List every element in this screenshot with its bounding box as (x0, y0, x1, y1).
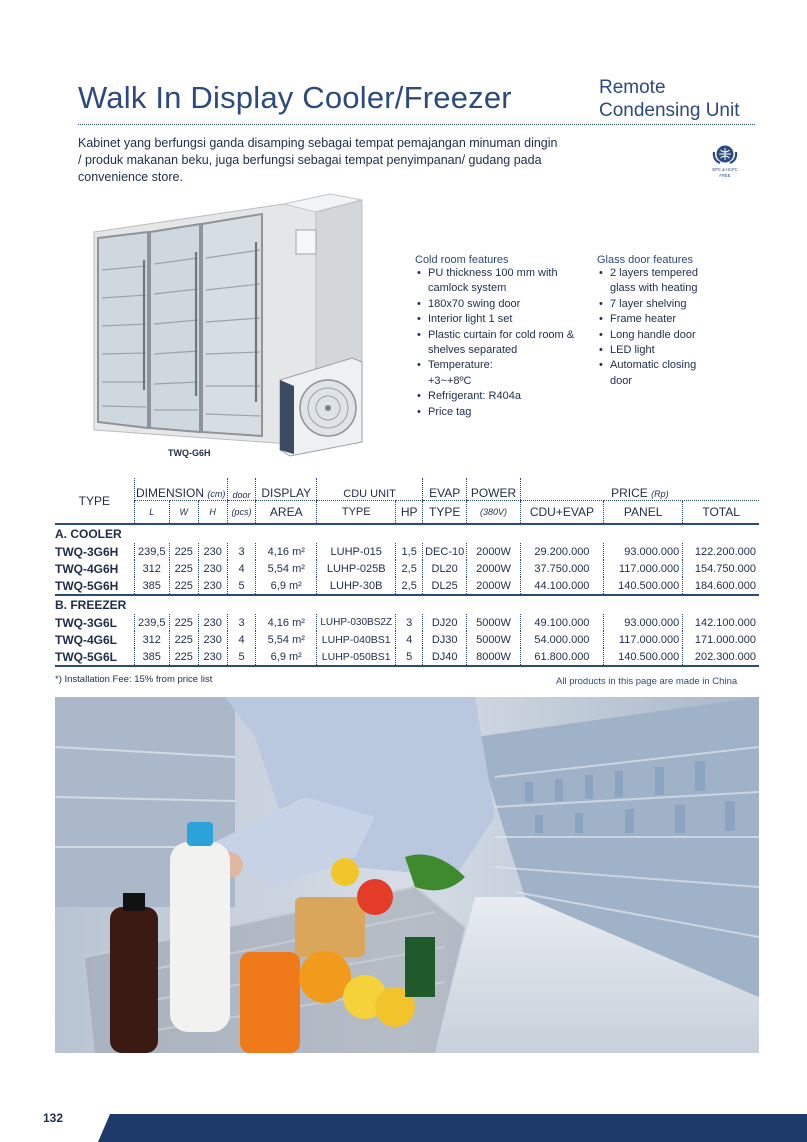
cell-hp: 2,5 (396, 577, 423, 595)
col-area: AREA (256, 501, 317, 525)
cell-h: 230 (198, 648, 227, 666)
cell-total: 142.100.000 (683, 614, 759, 631)
cell-hp: 5 (396, 648, 423, 666)
cell-evap: DJ30 (423, 631, 467, 648)
cold-room-feature-item: • 180x70 swing door (415, 297, 585, 312)
cell-doors: 3 (227, 543, 256, 560)
cell-cdu: LUHP-015 (317, 543, 396, 560)
cold-room-features (415, 254, 585, 420)
cell-model: TWQ-3G6L (55, 615, 117, 630)
col-total: TOTAL (683, 501, 759, 525)
col-dimension: DIMENSION (cm) (134, 478, 227, 501)
cell-l: 385 (134, 648, 169, 666)
cell-doors: 5 (227, 577, 256, 595)
col-hp: HP (396, 501, 423, 525)
subtitle-line-1: Remote (599, 77, 666, 98)
cell-power: 5000W (467, 614, 520, 631)
cold-room-feature-item: • Plastic curtain for cold room & shelves separated (415, 328, 585, 359)
cell-cdu: LUHP-30B (317, 577, 396, 595)
cell-h: 230 (198, 543, 227, 560)
cell-cdu-evap: 37.750.000 (520, 560, 603, 577)
cell-panel: 93.000.000 (604, 614, 683, 631)
cell-w: 225 (169, 560, 198, 577)
cold-room-features-title: Cold room features (415, 254, 509, 266)
table-row (55, 577, 759, 595)
cell-h: 230 (198, 614, 227, 631)
cell-l: 312 (134, 560, 169, 577)
cell-doors: 4 (227, 631, 256, 648)
epc-hcfc-free-logo-icon (711, 144, 739, 180)
cell-panel: 117.000.000 (604, 560, 683, 577)
cell-evap: DEC-10 (423, 543, 467, 560)
cell-model: TWQ-4G6L (55, 632, 117, 647)
cell-h: 230 (198, 631, 227, 648)
origin-note: All products in this page are made in China (556, 676, 738, 687)
walk-in-cooler-product-image (90, 190, 380, 460)
cell-h: 230 (198, 560, 227, 577)
cell-w: 225 (169, 577, 198, 595)
group-label-freezer: B. FREEZER (55, 598, 127, 612)
cell-w: 225 (169, 631, 198, 648)
cell-total: 122.200.000 (683, 543, 759, 560)
cell-cdu-evap: 29.200.000 (520, 543, 603, 560)
cell-cdu: LUHP-050BS1 (317, 648, 396, 666)
cell-w: 225 (169, 648, 198, 666)
cell-power: 2000W (467, 577, 520, 595)
logo-text-line-2: FREE (719, 173, 731, 178)
glass-door-features (597, 254, 757, 389)
cell-area: 4,16 m² (256, 614, 317, 631)
cell-l: 312 (134, 631, 169, 648)
col-cdu-evap: CDU+EVAP (520, 501, 603, 525)
cell-model: TWQ-3G6H (55, 544, 119, 559)
cell-cdu-evap: 61.800.000 (520, 648, 603, 666)
subtitle-line-2: Condensing Unit (599, 100, 740, 121)
cell-area: 4,16 m² (256, 543, 317, 560)
cell-power: 5000W (467, 631, 520, 648)
intro-text: Kabinet yang berfungsi ganda disamping sebagai tempat pemajangan minuman dingin / produk makanan beku, juga berfungsi sebagai tempat penyimpanan/ gudang pada convenience store. (78, 136, 558, 184)
title-divider (78, 124, 755, 125)
cell-evap: DJ40 (423, 648, 467, 666)
cell-cdu: LUHP-030BS2Z (317, 614, 396, 631)
installation-fee-note: *) Installation Fee: 15% from price list (55, 674, 213, 685)
table-row (55, 560, 759, 577)
cold-room-feature-item: • Temperature: +3~+8ºC (415, 358, 518, 389)
glass-door-features-title: Glass door features (597, 254, 693, 266)
cell-total: 171.000.000 (683, 631, 759, 648)
cell-w: 225 (169, 543, 198, 560)
cell-total: 202.300.000 (683, 648, 759, 666)
footer-bar (98, 1114, 807, 1142)
group-label-cooler: A. COOLER (55, 527, 122, 541)
price-table (55, 478, 759, 667)
cell-cdu-evap: 49.100.000 (520, 614, 603, 631)
cell-area: 6,9 m² (256, 577, 317, 595)
cell-l: 239,5 (134, 614, 169, 631)
col-h: H (198, 501, 227, 525)
cell-model: TWQ-5G6L (55, 648, 134, 666)
cold-room-feature-item: • PU thickness 100 mm with camlock system (415, 266, 585, 297)
cell-cdu-evap: 54.000.000 (520, 631, 603, 648)
glass-door-feature-item: • Automatic closing door (597, 358, 720, 389)
cell-panel: 93.000.000 (604, 543, 683, 560)
cell-w: 225 (169, 614, 198, 631)
supermarket-shopping-cart-photo (55, 697, 759, 1053)
table-row (55, 614, 759, 631)
col-evap-type: TYPE (423, 501, 467, 525)
col-display: DISPLAY (256, 478, 317, 501)
col-cdu-unit: CDU UNIT (317, 478, 423, 501)
col-door: door (227, 478, 256, 501)
cell-area: 5,54 m² (256, 631, 317, 648)
cell-power: 8000W (467, 648, 520, 666)
glass-door-feature-item: • 7 layer shelving (597, 297, 757, 312)
cell-panel: 140.500.000 (604, 577, 683, 595)
cell-hp: 2,5 (396, 560, 423, 577)
cell-hp: 4 (396, 631, 423, 648)
cell-total: 184.600.000 (683, 577, 759, 595)
cold-room-feature-item: • Refrigerant: R404a (415, 389, 585, 404)
cold-room-feature-item: • Price tag (415, 405, 585, 420)
cell-cdu: LUHP-040BS1 (317, 631, 396, 648)
cell-doors: 4 (227, 560, 256, 577)
cell-l: 385 (134, 577, 169, 595)
cell-evap: DJ20 (423, 614, 467, 631)
cell-cdu-evap: 44.100.000 (520, 577, 603, 595)
logo-text-line-1: EPC & HCFC (712, 167, 738, 172)
page-number: 132 (43, 1111, 64, 1125)
page-title: Walk In Display Cooler/Freezer (78, 80, 512, 115)
glass-door-feature-item: • Long handle door (597, 328, 757, 343)
page-subtitle (599, 76, 739, 122)
cell-doors: 3 (227, 614, 256, 631)
table-row (55, 648, 759, 666)
col-cdu-type: TYPE (317, 501, 396, 525)
col-price: PRICE (Rp) (520, 478, 759, 501)
cell-panel: 140.500.000 (604, 648, 683, 666)
col-door-unit: (pcs) (227, 501, 256, 525)
cell-power: 2000W (467, 543, 520, 560)
table-row (55, 631, 759, 648)
glass-door-feature-item: • Frame heater (597, 312, 757, 327)
glass-door-feature-item: • 2 layers tempered glass with heating (597, 266, 725, 297)
cell-hp: 3 (396, 614, 423, 631)
col-power-unit: (380V) (467, 501, 520, 525)
col-panel: PANEL (604, 501, 683, 525)
col-power: POWER (467, 478, 520, 501)
glass-door-feature-item: • LED light (597, 343, 757, 358)
cold-room-feature-item: • Interior light 1 set (415, 312, 585, 327)
col-type: TYPE (78, 493, 111, 508)
col-evap: EVAP (423, 478, 467, 501)
cell-panel: 117.000.000 (604, 631, 683, 648)
cell-model: TWQ-4G6H (55, 561, 119, 576)
cell-l: 239,5 (134, 543, 169, 560)
cell-power: 2000W (467, 560, 520, 577)
cell-h: 230 (198, 577, 227, 595)
col-l: L (134, 501, 169, 525)
cell-area: 6,9 m² (256, 648, 317, 666)
cell-area: 5,54 m² (256, 560, 317, 577)
col-w: W (169, 501, 198, 525)
cell-model: TWQ-5G6H (55, 577, 134, 595)
cell-doors: 5 (227, 648, 256, 666)
cell-cdu: LUHP-025B (317, 560, 396, 577)
cell-hp: 1,5 (396, 543, 423, 560)
cell-evap: DL20 (423, 560, 467, 577)
table-row (55, 543, 759, 560)
product-caption: TWQ-G6H (168, 448, 211, 458)
cell-evap: DL25 (423, 577, 467, 595)
cell-total: 154.750.000 (683, 560, 759, 577)
